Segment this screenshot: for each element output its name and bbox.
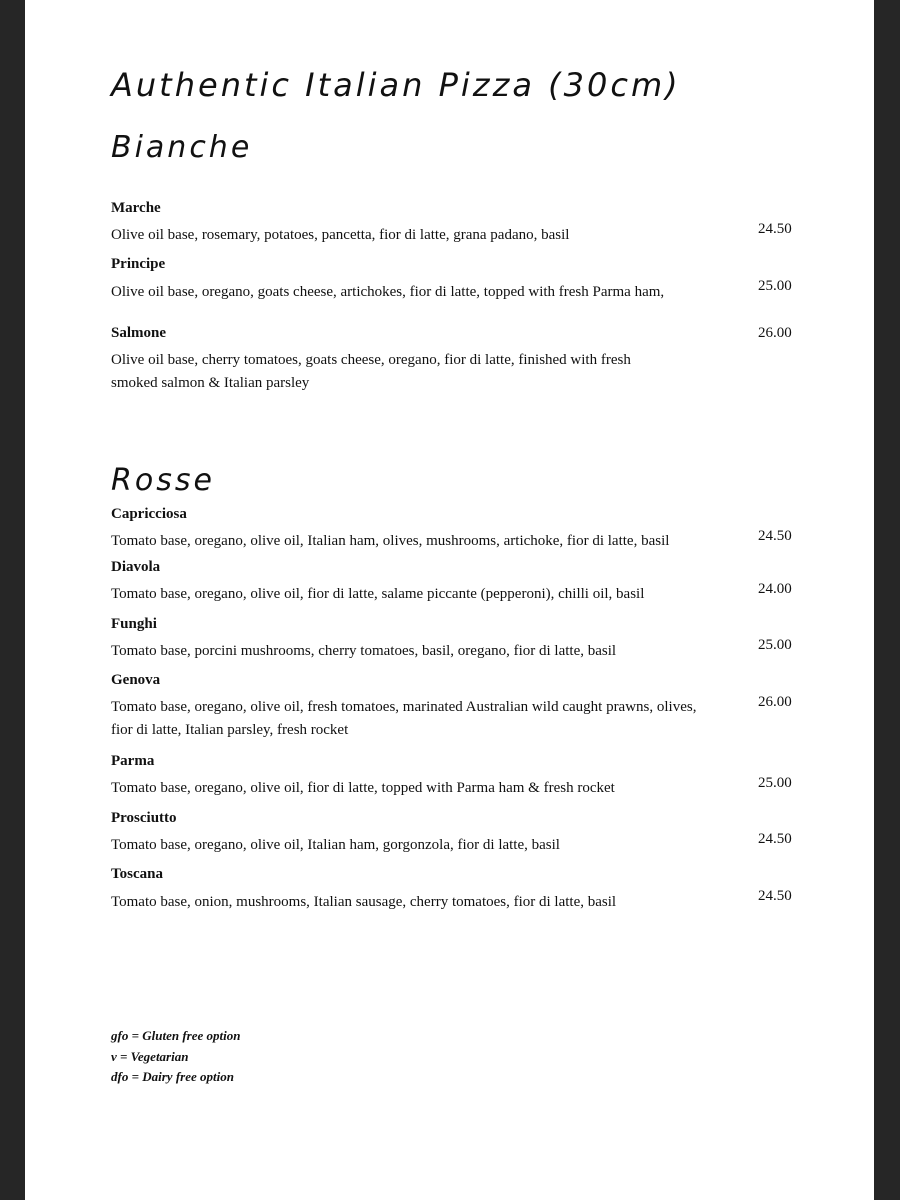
item-name: Principe [111, 256, 166, 272]
item-price: 24.50 [758, 888, 792, 904]
item-description: Tomato base, oregano, olive oil, fresh tomatoes, marinated Australian wild caught prawns, olives, fior di latte, Italian parsley, fresh rocket [111, 699, 697, 738]
item-price: 24.50 [758, 221, 792, 237]
item-description: Olive oil base, oregano, goats cheese, artichokes, fior di latte, topped with fresh Parma ham, [111, 284, 665, 300]
item-name: Diavola [111, 559, 161, 575]
item-name: Salmone [111, 325, 167, 341]
item-description: Tomato base, oregano, olive oil, Italian ham, gorgonzola, fior di latte, basil [111, 837, 560, 853]
item-name: Genova [111, 672, 161, 688]
item-description: Tomato base, oregano, olive oil, fior di latte, topped with Parma ham & fresh rocket [111, 780, 615, 796]
menu-title: Authentic Italian Pizza (30cm) [111, 66, 681, 104]
item-price: 26.00 [758, 325, 792, 341]
legend-dfo: dfo = Dairy free option [111, 1069, 234, 1084]
item-price: 25.00 [758, 775, 792, 791]
item-description: Tomato base, porcini mushrooms, cherry tomatoes, basil, oregano, fior di latte, basil [111, 643, 617, 659]
item-description: Tomato base, oregano, olive oil, fior di latte, salame piccante (pepperoni), chilli oil, basil [111, 586, 645, 602]
item-name: Prosciutto [111, 810, 177, 826]
legend-v: v = Vegetarian [111, 1048, 189, 1064]
item-name: Toscana [111, 866, 163, 882]
item-name: Marche [111, 200, 161, 216]
legend-gfo: gfo = Gluten free option [111, 1028, 241, 1043]
item-price: 24.00 [758, 581, 792, 597]
item-price: 24.50 [758, 528, 792, 544]
item-description: Tomato base, oregano, olive oil, Italian ham, olives, mushrooms, artichoke, fior di latte, basil [111, 533, 670, 549]
item-name: Parma [111, 753, 155, 769]
item-name: Funghi [111, 616, 157, 632]
section-heading-bianche: Bianche [111, 130, 253, 165]
item-description: Olive oil base, cherry tomatoes, goats cheese, oregano, fior di latte, finished with fresh smoked salmon & Italian parsley [111, 352, 631, 391]
item-price: 25.00 [758, 278, 792, 294]
item-name: Capricciosa [111, 506, 187, 522]
section-heading-rosse: Rosse [111, 463, 215, 498]
item-description: Tomato base, onion, mushrooms, Italian sausage, cherry tomatoes, fior di latte, basil [111, 894, 617, 910]
item-price: 25.00 [758, 637, 792, 653]
item-price: 24.50 [758, 831, 792, 847]
item-description: Olive oil base, rosemary, potatoes, pancetta, fior di latte, grana padano, basil [111, 227, 570, 243]
item-price: 26.00 [758, 694, 792, 710]
dietary-legend [111, 1026, 240, 1088]
menu-page [25, 0, 874, 1200]
